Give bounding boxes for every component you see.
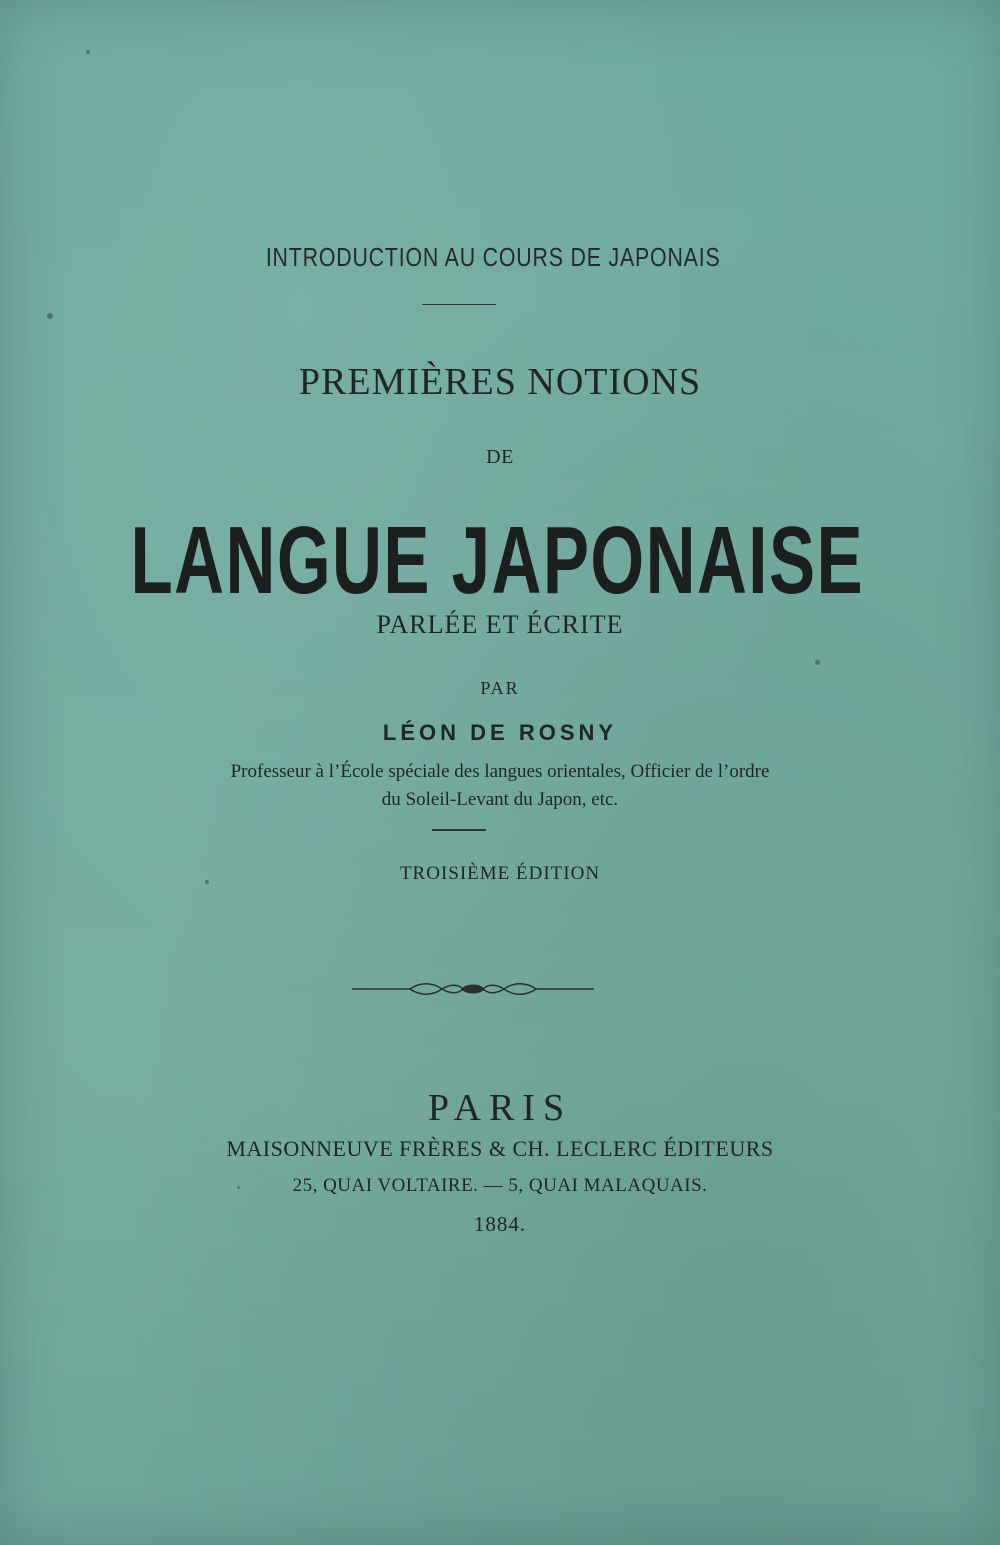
title-connector: DE (486, 446, 514, 468)
credentials-line-2: du Soleil-Levant du Japon, etc. (381, 789, 619, 810)
main-title: LANGUE JAPONAISE (130, 507, 865, 614)
ornament-divider (350, 978, 596, 1000)
edition-label: TROISIÈME ÉDITION (399, 863, 601, 884)
imprint-address: 25, QUAI VOLTAIRE. — 5, QUAI MALAQUAIS. (292, 1175, 708, 1196)
paper-speck (47, 313, 53, 319)
series-title: INTRODUCTION AU COURS DE JAPONAIS (265, 242, 721, 272)
divider-rule (422, 304, 496, 305)
paper-speck (86, 50, 90, 54)
author-credentials (0, 758, 1000, 814)
imprint-publisher: MAISONNEUVE FRÈRES & CH. LECLERC ÉDITEURS (226, 1136, 774, 1161)
title-line-1: PREMIÈRES NOTIONS (298, 361, 702, 403)
imprint-city: PARIS (427, 1087, 573, 1129)
author-name: LÉON DE ROSNY (382, 720, 618, 745)
credentials-line-1: Professeur à l’École spéciale des langues orientales, Officier de l’ordre (230, 761, 770, 782)
subtitle: PARLÉE ET ÉCRITE (376, 610, 624, 639)
by-line: PAR (480, 678, 520, 698)
imprint-year: 1884. (473, 1212, 527, 1236)
paper-speck (815, 660, 820, 665)
divider-rule-2 (432, 829, 486, 831)
